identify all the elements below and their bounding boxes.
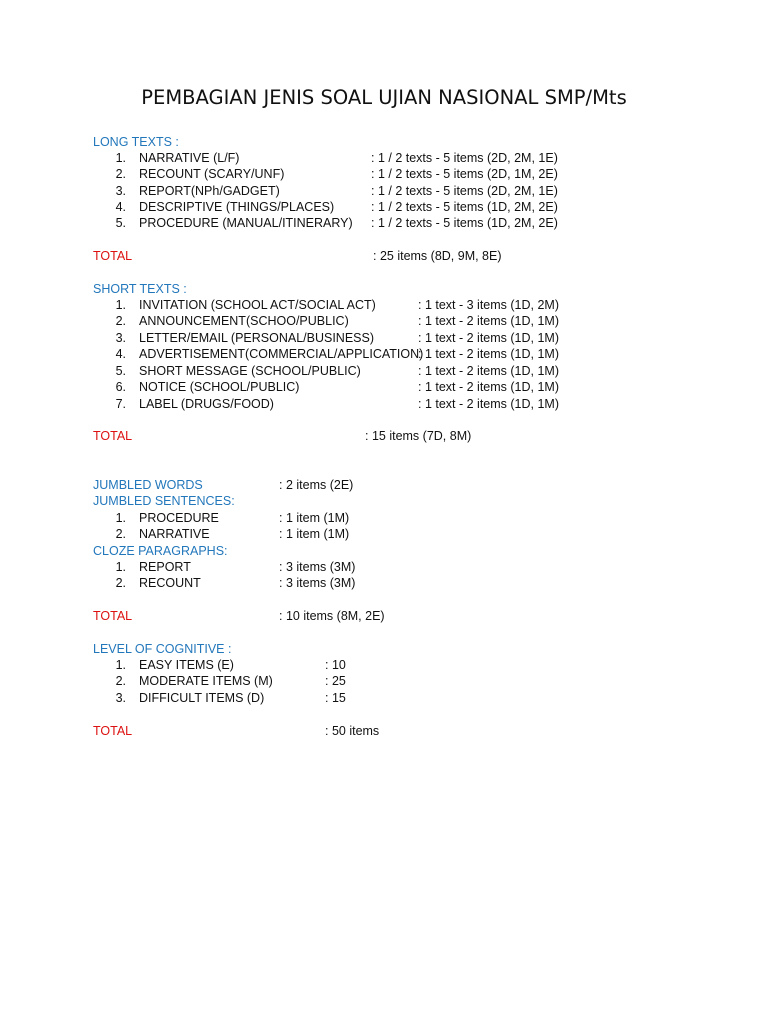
item-label: EASY ITEMS (E)	[139, 658, 234, 672]
item-number: 1.	[115, 560, 126, 574]
item-number: 1.	[115, 151, 126, 165]
item-number: 2.	[115, 576, 126, 590]
item-number: 2.	[115, 674, 126, 688]
item-label: RECOUNT (SCARY/UNF)	[139, 167, 285, 181]
list-item	[0, 657, 768, 673]
total-value: : 50 items	[325, 724, 380, 738]
item-number: 7.	[115, 397, 126, 411]
item-label: DESCRIPTIVE (THINGS/PLACES)	[139, 200, 335, 214]
total-value: : 15 items (7D, 8M)	[365, 429, 472, 443]
item-number: 2.	[115, 314, 126, 328]
list-item	[0, 510, 768, 526]
item-value: : 1 text - 2 items (1D, 1M)	[418, 331, 560, 345]
item-value: : 3 items (3M)	[279, 560, 356, 574]
item-number: 1.	[115, 658, 126, 672]
list-item	[0, 150, 768, 166]
list-item	[0, 379, 768, 395]
item-number: 4.	[115, 347, 126, 361]
item-label: ANNOUNCEMENT(SCHOO/PUBLIC)	[139, 314, 349, 328]
item-value: : 1 text - 2 items (1D, 1M)	[418, 347, 560, 361]
item-label: NARRATIVE	[139, 527, 210, 541]
item-value: : 1 text - 3 items (1D, 2M)	[418, 298, 560, 312]
item-number: 1.	[115, 511, 126, 525]
item-label: PROCEDURE (MANUAL/ITINERARY)	[139, 216, 353, 230]
item-value: : 1 / 2 texts - 5 items (1D, 2M, 2E)	[371, 200, 558, 214]
list-item	[0, 673, 768, 689]
item-value: : 10	[325, 658, 346, 672]
item-number: 2.	[115, 527, 126, 541]
item-label: REPORT	[139, 560, 191, 574]
item-label: PROCEDURE	[139, 511, 219, 525]
item-label: INVITATION (SCHOOL ACT/SOCIAL ACT)	[139, 298, 376, 312]
item-value: : 1 text - 2 items (1D, 1M)	[418, 380, 560, 394]
item-value: : 1 item (1M)	[279, 527, 350, 541]
item-label: MODERATE ITEMS (M)	[139, 674, 273, 688]
item-label: RECOUNT	[139, 576, 201, 590]
item-value: : 1 / 2 texts - 5 items (1D, 2M, 2E)	[371, 216, 558, 230]
cognitive-heading: LEVEL OF COGNITIVE :	[93, 642, 232, 656]
item-value: : 1 / 2 texts - 5 items (2D, 1M, 2E)	[371, 167, 558, 181]
jumbled-words-row	[0, 477, 768, 493]
list-item	[0, 363, 768, 379]
total-label: TOTAL	[93, 609, 133, 623]
long-texts-heading: LONG TEXTS :	[93, 135, 179, 149]
cloze-paragraphs-heading: CLOZE PARAGRAPHS:	[93, 544, 228, 558]
total-label: TOTAL	[93, 249, 133, 263]
item-label: LABEL (DRUGS/FOOD)	[139, 397, 274, 411]
item-label: REPORT(NPh/GADGET)	[139, 184, 280, 198]
item-label: NARRATIVE (L/F)	[139, 151, 240, 165]
item-value: : 15	[325, 691, 346, 705]
item-value: : 1 / 2 texts - 5 items (2D, 2M, 1E)	[371, 151, 558, 165]
total-value: : 25 items (8D, 9M, 8E)	[373, 249, 502, 263]
total-row	[0, 248, 768, 264]
total-row	[0, 608, 768, 624]
short-texts-heading: SHORT TEXTS :	[93, 282, 187, 296]
item-value: : 1 text - 2 items (1D, 1M)	[418, 364, 560, 378]
list-item	[0, 559, 768, 575]
total-label: TOTAL	[93, 724, 133, 738]
page-title: PEMBAGIAN JENIS SOAL UJIAN NASIONAL SMP/Mts	[141, 86, 627, 109]
item-value: : 1 item (1M)	[279, 511, 350, 525]
list-item	[0, 297, 768, 313]
item-label: LETTER/EMAIL (PERSONAL/BUSINESS)	[139, 331, 375, 345]
total-value: : 10 items (8M, 2E)	[279, 609, 385, 623]
item-number: 3.	[115, 691, 126, 705]
item-number: 6.	[115, 380, 126, 394]
item-label: SHORT MESSAGE (SCHOOL/PUBLIC)	[139, 364, 361, 378]
item-number: 3.	[115, 331, 126, 345]
jumbled-words-heading: JUMBLED WORDS	[93, 478, 203, 492]
list-item	[0, 215, 768, 231]
total-row	[0, 723, 768, 739]
item-number: 5.	[115, 364, 126, 378]
item-label: ADVERTISEMENT(COMMERCIAL/APPLICATION)	[139, 347, 424, 361]
list-item	[0, 690, 768, 706]
jumbled-words-value: : 2 items (2E)	[279, 478, 354, 492]
list-item	[0, 346, 768, 362]
item-label: NOTICE (SCHOOL/PUBLIC)	[139, 380, 300, 394]
total-label: TOTAL	[93, 429, 133, 443]
item-value: : 1 / 2 texts - 5 items (2D, 2M, 1E)	[371, 184, 558, 198]
list-item	[0, 183, 768, 199]
item-label: DIFFICULT ITEMS (D)	[139, 691, 265, 705]
item-number: 2.	[115, 167, 126, 181]
list-item	[0, 575, 768, 591]
item-value: : 3 items (3M)	[279, 576, 356, 590]
item-number: 4.	[115, 200, 126, 214]
item-number: 3.	[115, 184, 126, 198]
list-item	[0, 396, 768, 412]
item-value: : 1 text - 2 items (1D, 1M)	[418, 397, 560, 411]
item-value: : 25	[325, 674, 346, 688]
list-item	[0, 166, 768, 182]
list-item	[0, 330, 768, 346]
total-row	[0, 428, 768, 444]
list-item	[0, 313, 768, 329]
item-value: : 1 text - 2 items (1D, 1M)	[418, 314, 560, 328]
item-number: 5.	[115, 216, 126, 230]
jumbled-sentences-heading: JUMBLED SENTENCES:	[93, 494, 235, 508]
list-item	[0, 526, 768, 542]
item-number: 1.	[115, 298, 126, 312]
list-item	[0, 199, 768, 215]
